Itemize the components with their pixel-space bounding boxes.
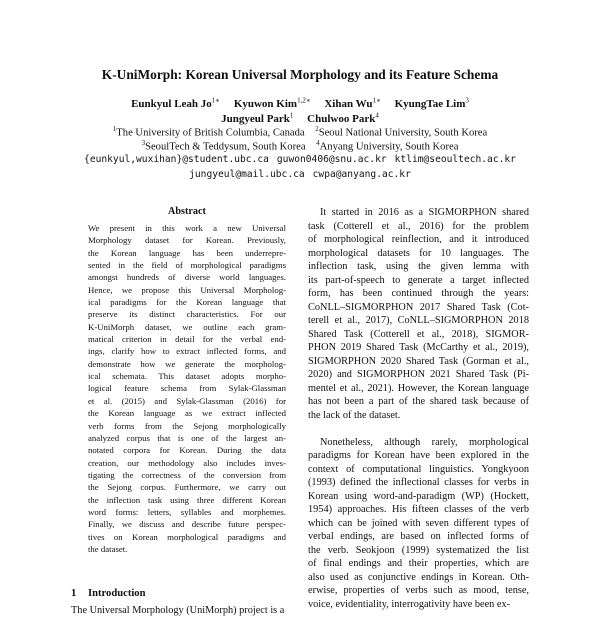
text-line: the Korean language as we extract inflected (88, 408, 286, 419)
text-line: also used as conjunctive endings in Korean. Oth- (308, 571, 529, 583)
right-column (308, 206, 529, 611)
text-line: word forms: letters, syllables and morphemes. (88, 506, 286, 517)
text-line: the Sejong corpus. Furthermore, we carry out (88, 482, 286, 493)
text-line: It started in 2016 as a SIGMORPHON shared (320, 207, 529, 218)
text-line: The Universal Morphology (UniMorph) project is a (71, 605, 285, 616)
text-line: We present in this work a new Universal (88, 223, 286, 233)
section-number: 1 (71, 588, 77, 599)
text-line: voice, evidentiality, interrogativity have been ex- (308, 598, 511, 610)
intro-paragraph (71, 604, 291, 616)
text-line: of final endings and their properties, which are (308, 558, 529, 569)
text-line: has not been a part of the shared task because of (308, 396, 529, 407)
text-line: notated corpora for Korean. During the data (88, 445, 286, 456)
text-line: Nonetheless, although rarely, morphological (320, 436, 529, 448)
text-line: Morphology dataset for Korean. Previously, (88, 235, 286, 246)
text-line: ings, clarify how to extract inflected forms, and (88, 346, 286, 357)
paper-title: K-UniMorph: Korean Universal Morphology and its Feature Schema (101, 67, 499, 82)
author: Kyuwon Kim$^{1,2∗}$ (233, 96, 311, 110)
email-line-1 (0, 154, 600, 165)
text-line: amongst hundreds of diverse world languages. (88, 272, 286, 283)
email-address[interactable]: cwpa@anyang.ac.kr (312, 169, 411, 180)
text-line: creation, our methodology also includes inves- (88, 457, 286, 468)
text-line: ical schemata. This dataset adopts morpho- (88, 371, 286, 382)
author: KyungTae Lim$^3$ (394, 96, 469, 110)
text-line: logical feature schema from Sylak-Glassman (88, 383, 286, 394)
text-line: task (Cotterell et al., 2016) for the problem (308, 220, 529, 232)
email-address[interactable]: guwon0406@snu.ac.kr (276, 154, 387, 165)
author: Eunkyul Leah $Jo^{1∗}$ (131, 96, 221, 110)
text-line: analyzed corpus that is one of the largest an- (88, 432, 286, 443)
text-line: of morphological reinflection, and it introduced (308, 234, 529, 245)
text-line: tigating the correctness of the conversion from (88, 469, 286, 480)
text-line: which can be joined with seven different types of (308, 517, 529, 529)
author: Jungyeul Park$^1$ (221, 111, 294, 125)
affiliation-line-1: $^1$The University of British Columbia, Canada $^2$Seoul National University, South Korea (112, 125, 488, 139)
text-line: 1954) approaches. His fifteen classes of the verb (308, 504, 529, 515)
text-line: matical criterion in detail for the verbal end- (88, 334, 286, 345)
text-line: the dataset. (88, 543, 128, 554)
email-address[interactable]: jungyeul@mail.ubc.ca (189, 169, 305, 180)
abstract-body (88, 222, 286, 555)
affiliation-line-2: $^3$SeoulTech & Teddysum, South Korea $^4$Anyang University, South Korea (141, 139, 459, 153)
text-line: its part-of-speech to generate a target inflected (308, 274, 529, 286)
text-line: the lack of the dataset. (308, 409, 401, 421)
text-line: the inflection task using three different Korean (88, 494, 286, 505)
text-line: verbal endings, are based on inflected forms of (308, 531, 529, 542)
text-line: Shared Task (Cotterell et al., 2018), SIGMOR- (308, 328, 529, 340)
author: Xihan $Wu^{1∗}$ (324, 96, 381, 110)
text-line: Finally, we discuss and describe future perspec- (88, 519, 286, 530)
body-paragraph (308, 436, 529, 612)
email-address[interactable]: {eunkyul,wuxihan}@student.ubc.ca (84, 154, 269, 165)
abstract-heading: Abstract (168, 206, 206, 217)
text-line: tives on Korean morphological paradigms and (88, 531, 286, 542)
text-line: the Korean language has been underrepre- (88, 247, 286, 258)
email-line-2 (0, 169, 600, 180)
text-line: mentel et al., 2021). However, the Korean language (308, 382, 529, 394)
text-line: 2020) and SIGMORPHON 2021 Shared Task (Pi- (308, 369, 529, 380)
text-line: (1993) defined the inflectional classes for verbs in (308, 477, 529, 488)
text-line: paradigms for Korean have been explored in the (308, 450, 529, 461)
section-heading (71, 588, 146, 599)
text-line: CoNLL–SIGMORPHON 2017 Shared Task (Cot- (308, 301, 529, 313)
text-line: ical paradigms for the Korean language that (88, 297, 286, 308)
text-line: sented in the field of morphological paradigms (88, 260, 286, 271)
text-line: Hence, we propose this Universal Morpholog- (88, 284, 286, 295)
text-line: terell et al., 2017), CoNLL–SIGMORPHON 2018 (308, 315, 529, 326)
text-line: context of computational linguistics. Yongkyoon (308, 463, 529, 475)
text-line: Korean using word-and-paradigm (WP) (Hockett, (308, 490, 529, 502)
author-line-1 (0, 96, 600, 110)
text-line: et al. (2015) and Sylak-Glassman (2016) for (88, 395, 286, 406)
text-line: inflection task, using the given lemma with (308, 261, 529, 272)
text-line: erwise, properties of verbs such as mood, tense, (308, 585, 529, 596)
section-title: Introduction (88, 588, 146, 599)
text-line: preserve its distinct characteristics. For our (88, 309, 286, 320)
text-line: demonstrate how we generate the morpholog- (88, 358, 286, 369)
text-line: morphological datasets for 10 languages. The (308, 247, 529, 259)
text-line: SIGMORPHON 2020 Shared Task (Gorman et al., (308, 355, 529, 367)
text-line: PHON 2019 Shared Task (McCarthy et al., 2019), (308, 342, 529, 353)
text-line: form, has been continued through the years: (308, 288, 529, 299)
body-paragraph (308, 206, 529, 422)
author: Chulwoo Park$^4$ (307, 111, 379, 125)
text-line: K-UniMorph dataset, we outline each gram- (88, 321, 286, 332)
text-line: the verb. Seokjoon (1999) systematized the list (308, 544, 529, 556)
text-line: verb forms from the Sejong morphologically (88, 420, 286, 431)
email-address[interactable]: ktlim@seoultech.ac.kr (394, 154, 516, 165)
author-line-2 (0, 111, 600, 125)
